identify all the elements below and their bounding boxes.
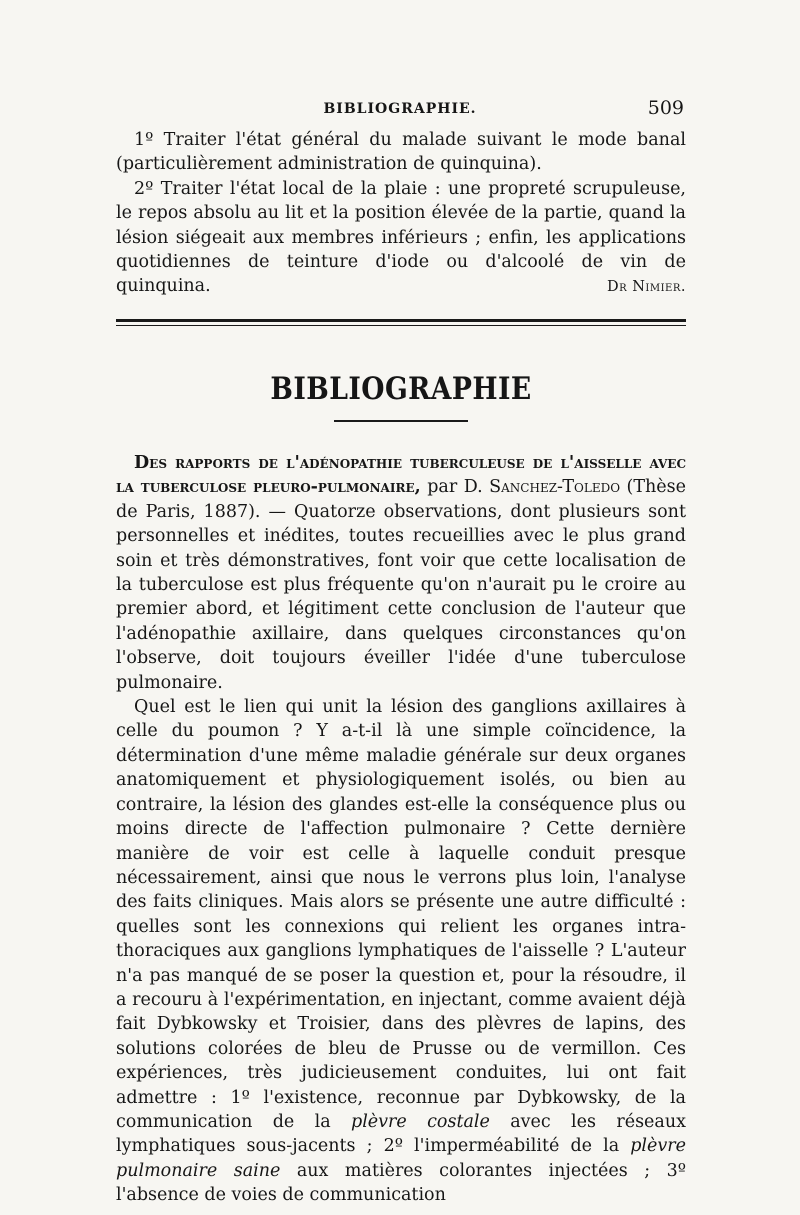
review-title: Des rapports de l'adénopathie tuberculeuse de l'aisselle avec la tuberculose pleuro-pulmonaire, [116, 453, 686, 498]
author-signature: Dr Nimier. [606, 279, 686, 295]
page-number: 509 [647, 97, 684, 119]
review-paragraph-2-mid: avec les réseaux lymphatiques sous-jacents ; 2º l'imperméabilité de la [116, 1111, 686, 1157]
running-title: BIBLIOGRAPHIE. [323, 101, 477, 117]
review-paragraph-2-end: aux matières colorantes injectées ; 3º l'absence de voies de communication [116, 1160, 686, 1206]
emphasis-plevre-costale: plèvre costale [351, 1111, 490, 1132]
review-citation: (Thèse de Paris, 1887). [116, 477, 687, 522]
heading-underline [334, 420, 468, 422]
review-paragraph-2 [116, 695, 686, 1208]
section-divider-thin [116, 325, 686, 326]
treatment-item-2: 2º Traiter l'état local de la plaie : une propreté scrupuleuse, le repos absolu au lit et la position élevée de la partie, quand la lésion siégeait aux membres inférieurs ; enfin, les applications quotidiennes de teinture d'iode ou d'alcoolé de vin de quinquina. [116, 178, 686, 297]
review-by: par [420, 477, 464, 498]
running-head [116, 97, 684, 121]
review-paragraph-1-text: — Quatorze observations, dont plusieurs sont personnelles et inédites, toutes recueillies avec le plus grand soin et très démonstratives, font voir que cette localisation de la tuberculose est plus fréquente qu'on n'aurait pu le croire au premier abord, et légitiment cette conclusion de l'auteur que l'adénopathie axillaire, dans quelques circonstances qu'on l'observe, doit toujours éveiller l'idée d'une tuberculose pulmonaire. [116, 501, 686, 693]
review-author: D. Sanchez-Toledo [463, 477, 621, 498]
section-divider-thick [116, 319, 686, 322]
treatment-list [116, 128, 686, 299]
review-paragraph-1 [116, 451, 686, 695]
review-paragraph-2-text: Quel est le lien qui unit la lésion des ganglions axillaires à celle du poumon ? Y a-t-il là une simple coïncidence, la détermination d'une même maladie générale sur deux organes anatomiquement et physiologiquement isolés, ou bien au contraire, la lésion des glandes est-elle la conséquence plus ou moins directe de l'affection pulmonaire ? Cette dernière manière de voir est celle à laquelle conduit presque nécessairement, ainsi que nous le verrons plus loin, l'analyse des faits cliniques. Mais alors se présente une autre difficulté : quelles sont les connexions qui relient les organes intra-thoraciques aux ganglions lymphatiques de l'aisselle ? L'auteur n'a pas manqué de se poser la question et, pour la résoudre, il a recouru à l'expérimentation, en injectant, comme avaient déjà fait Dybkowsky et Troisier, dans des plèvres de lapins, des solutions colorées de bleu de Prusse ou de vermillon. Ces expériences, très judicieusement conduites, lui ont fait admettre : 1º l'existence, reconnue par Dybkowsky, de la communication de la [116, 697, 686, 1132]
review-body [116, 451, 686, 1208]
section-heading: BIBLIOGRAPHIE [270, 371, 532, 407]
emphasis-plevre-pulmonaire: plèvre pulmonaire saine [116, 1136, 686, 1181]
treatment-item-1: 1º Traiter l'état général du malade suivant le mode banal (particulièrement administration de quinquina). [116, 130, 686, 175]
